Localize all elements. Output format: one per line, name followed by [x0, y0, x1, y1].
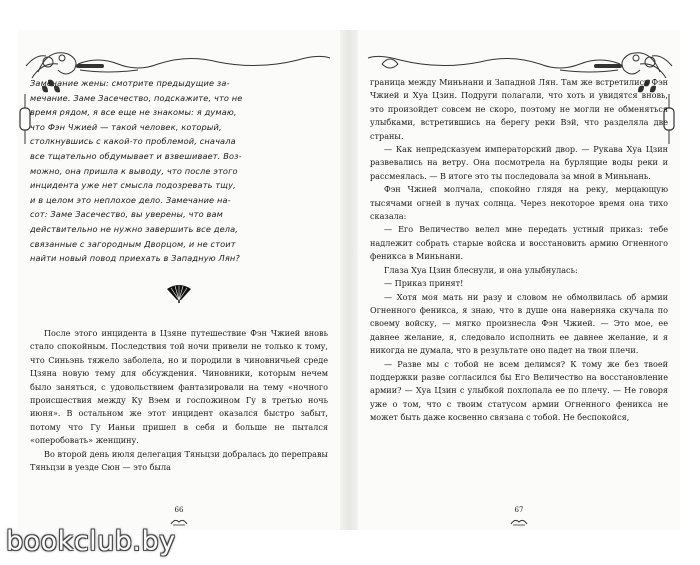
right-page [358, 30, 680, 530]
note-line: сот: Заме Засечество, вы уверены, что вам [30, 209, 223, 220]
paragraph: Фэн Чжией молчала, спокойно глядя на реку, мерцающую тысячами огней в лучах солнца. Через некоторое время она тихо сказала: [370, 184, 668, 222]
paragraph: — Как непредсказуем императорский двор. — Рукава Хуа Цзин развевались на ветру. Она посмотрела на бурлящие воды реки и рассмеялась. — В итоге это ты последовала за мной в Миньнань. [370, 144, 668, 181]
note-line: время рядом, я все еще не знакомы: я думаю, [30, 107, 237, 118]
note-line: связанные с загородным Дворцом, и не стоит [30, 238, 236, 249]
note-line: инцидента уже нет смысла подозревать тщу, [30, 180, 236, 191]
note-line: что Фэн Чжией — такой человек, который, [30, 121, 222, 132]
book-gutter [340, 30, 358, 530]
right-body-text [370, 76, 668, 425]
note-line: действительно не нужно завершить все дела, [30, 223, 239, 234]
page-number-right: 67 [514, 506, 524, 514]
paragraph: Во второй день июля делегация Тяньцзи добралась до переправы Тяньцзи в уезде Сюн — это была [30, 448, 328, 473]
note-line: все тщательно обдумывает и взвешивает. Воз- [30, 150, 242, 161]
footer-ornament-icon [509, 518, 529, 526]
note-line: и в целом это неплохое дело. Замечание на- [30, 194, 231, 205]
paragraph: — Разве мы с тобой не всем делимся? К тому же без твоей поддержки разве согласился бы Его Величество на восстановление армии? — Хуа Цзин с улыбкой похлопала ее по плечу. — Не говоря уже о том, что с твоим статусом армии Огненного феникса не может быть даже косвенно связана с тобой. Не беспокойся, [370, 358, 668, 423]
left-body-text [30, 327, 328, 474]
note-line: Замечание жены: смотрите предыдущие за- [30, 78, 230, 88]
note-line: можно, она пришла к выводу, что после этого [30, 165, 238, 176]
paragraph: Глаза Хуа Цзин блеснули, и она улыбнулась: [384, 264, 578, 275]
paragraph: — Его Величество велел мне передать устный приказ: тебе надлежит собрать старые войска и восстановить армию Огненного феникса в Миньнани. [370, 224, 668, 262]
site-watermark: bookclub.by [6, 526, 176, 557]
note-line: столкнувшись с какой-то проблемой, сначала [30, 136, 236, 147]
page-number-left: 66 [174, 506, 184, 514]
paragraph: граница между Миньнани и Западной Лян. Там же встретились Фэн Чжией и Хуа Цзин. Подруги полагали, что хоть и увидятся вновь, это произойдет совсем не скоро, поэтому не могли не обменяться улыбками, встретившись на берегу реки Вэй, что разделяла две страны. [370, 77, 668, 141]
paragraph: После этого инцидента в Цзяне путешествие Фэн Чжией вновь стало спокойным. Последствия той ночи привели не только к тому, что Синьэнь тяжело заболела, но и породили в чиновничьей среде Цзяна новую тему для обсуждения. Чиновники, которым нечем было заняться, с удовольствием фантазировали на тему «ночного происшествия между Ку Вэем и госпожином Гу в третью ночь июня». В остальном же этот инцидент оказался быстро забыт, потому что Гу Ианьи пришел в себя и больше не пытался «оперобовать» женщину. [30, 328, 328, 446]
handwritten-note [30, 76, 328, 266]
note-line: мечание. Заме Засечество, подскажите, что не [30, 92, 243, 103]
paragraph: — Приказ принят! [384, 278, 464, 289]
fan-divider-icon [165, 285, 193, 303]
left-page [18, 30, 340, 530]
paragraph: — Хотя моя мать ни разу и словом не обмолвилась об армии Огненного феникса, я знаю, что в душе она наверняка скучала по своему войску, — мягко произнесла Фэн Чжией. — Это мое, ее давнее желание, я, следовало исполнить ее давнее желание, и я никогда не думала, что в результате оно падет на твои плечи. [370, 291, 668, 356]
note-line: найти новый повод приехать в Западную Лян? [30, 253, 240, 264]
footer-ornament-icon [169, 518, 189, 526]
